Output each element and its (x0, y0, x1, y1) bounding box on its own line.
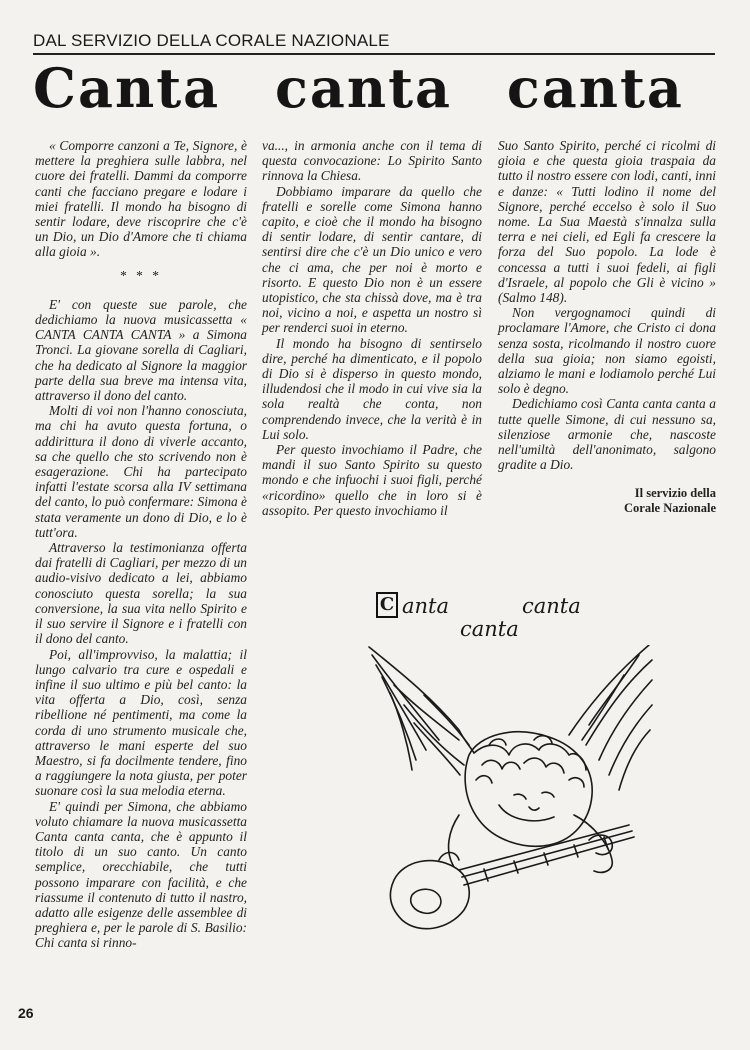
header-rule (33, 53, 715, 55)
paragraph: va..., in armonia anche con il tema di questa convocazione: Lo Spirito Santo rinnova la Chiesa. (262, 138, 482, 184)
paragraph: Suo Santo Spirito, perché ci ricolmi di gioia e che questa gioia traspaia da tutto il nostro essere con lodi, canti, inni e danze: « Tutti lodino il nome del Signore, perché eccelso è solo il Suo nome. La Sua Maestà s'innalza sulla terra e nei cieli, ed Egli fa crescere la forza del Suo popolo. La lode è concessa a tutti i suoi fedeli, ai figli d'Israele, al popolo che Gli è vicino » (Salmo 148). (498, 138, 716, 306)
illustration-title (376, 592, 636, 642)
paragraph: Dobbiamo imparare da quello che fratelli e sorelle come Simona hanno capito, e cioè che il mondo ha bisogno di sentir lodare, di sentir cantare, di sentirsi dire che c'è un Dio unico e vero che ci ama, che per noi è morto e risorto. E questo Dio non è un essere utopistico, che sta chissà dove, ma è tra noi, vicino a noi, e aspetta un nostro sì per renderci suoi in eterno. (262, 183, 482, 336)
illustration-word-3: canta (460, 617, 519, 641)
article-column-3 (498, 138, 716, 516)
paragraph: Poi, all'improvviso, la malattia; il lungo calvario tra cure e ospedali e infine il suo ultimo e più bel canto: la vita offerta a Dio, così, senza ribellione né pentimenti, ma come la corda di uno strumento musicale che, attraverso le mani esperte del suo Maestro, si fa docilmente tendere, fino a raggiungere la nota giusta, per poter suonare così la sua melodia eterna. (35, 646, 247, 799)
left-wing (369, 647, 474, 753)
article-column-2 (262, 138, 482, 518)
paragraph: E' quindi per Simona, che abbiamo voluto chiamare la nuova musicassetta Canta canta canta, che è appunto il titolo di un suo canto. Un canto semplice, orecchiabile, che tutti possono imparare con facilità, e che riassume il contenuto di tutto il nastro, adatto alle esigenze delle assemblee di preghiera e, per le parole di S. Basilio: Chi canta si rinno- (35, 798, 247, 951)
page-number: 26 (18, 1005, 34, 1021)
signature-line-2: Corale Nazionale (624, 501, 716, 516)
paragraph: E' con queste sue parole, che dedichiamo la nuova musicassetta « CANTA CANTA CANTA » a Simona Tronci. La giovane sorella di Cagliari, che ha dedicato al Signore la maggior parte della sua breve ma intensa vita, attraverso il dono del canto. (35, 296, 247, 404)
paragraph: Per questo invochiamo il Padre, che mandi il suo Santo Spirito su questo mondo e che infuochi i suoi figli, perché «ricordino» quello che in loro si è assopito. Per questo invochiamo il (262, 442, 482, 518)
article-title: Canta canta canta (33, 56, 684, 120)
paragraph: Non vergognamoci quindi di proclamare l'Amore, che Cristo ci dona senza sosta, ricolmando il nostro cuore della sua gioia; non siamo egoisti, alziamo le mani e lodiamolo perché Lui solo è degno. (498, 305, 716, 397)
paragraph: Molti di voi non l'hanno conosciuta, ma chi ha avuto questa fortuna, o addirittura il dono di viverle accanto, sa che quello che sto scrivendo non è esagerazione. Chi ha partecipato infatti l'estate scorsa alla IV settimana del canto, lo può confermare: Simona è stata veramente un dono di Dio, e lo è tutt'ora. (35, 403, 247, 540)
signature (498, 486, 716, 516)
head (465, 732, 592, 846)
illustration-word-2: canta (522, 594, 581, 618)
drop-cap-letter: C (376, 592, 398, 618)
illustration-word-1: anta (402, 594, 450, 618)
separator-stars: * * * (120, 267, 162, 283)
face (499, 805, 554, 821)
paragraph: Attraverso la testimonianza offerta dai fratelli di Cagliari, per mezzo di un audio-visivo dedicato a lei, abbiamo conosciuto questa sorella; la sua conversione, la sua vita nello Spirito e il suo servire il Signore e i fratelli con il dono del canto. (35, 540, 247, 647)
section-header: DAL SERVIZIO DELLA CORALE NAZIONALE (33, 31, 390, 50)
paragraph: Il mondo ha bisogno di sentirselo dire, perché ha dimenticato, e il popolo di Dio si è disperso in questo mondo, illudendosi che il modo in cui vive sia la sola realtà che conta, non comprendendo invece, che la verità è in Lui solo. (262, 335, 482, 442)
paragraph: « Comporre canzoni a Te, Signore, è mettere la preghiera sulle labbra, nel cuore dei fratelli. Dammi da comporre canti che facciano pregare e lodare i miei fratelli. Il mondo ha bisogno di sentir lodare, deve riscoprire che c'è un Dio, un Dio d'Amore che ti chiama alla gioia ». (35, 138, 247, 260)
angel-with-lute-illustration (364, 645, 654, 985)
article-column-1 (35, 138, 247, 951)
paragraph: Dedichiamo così Canta canta canta a tutte quelle Simone, di cui nessuno sa, silenziose armonie che, nascoste nell'umiltà dell'anonimato, salgono gradite a Dio. (498, 396, 716, 473)
signature-line-1: Il servizio della (634, 486, 716, 501)
lute (390, 861, 469, 929)
